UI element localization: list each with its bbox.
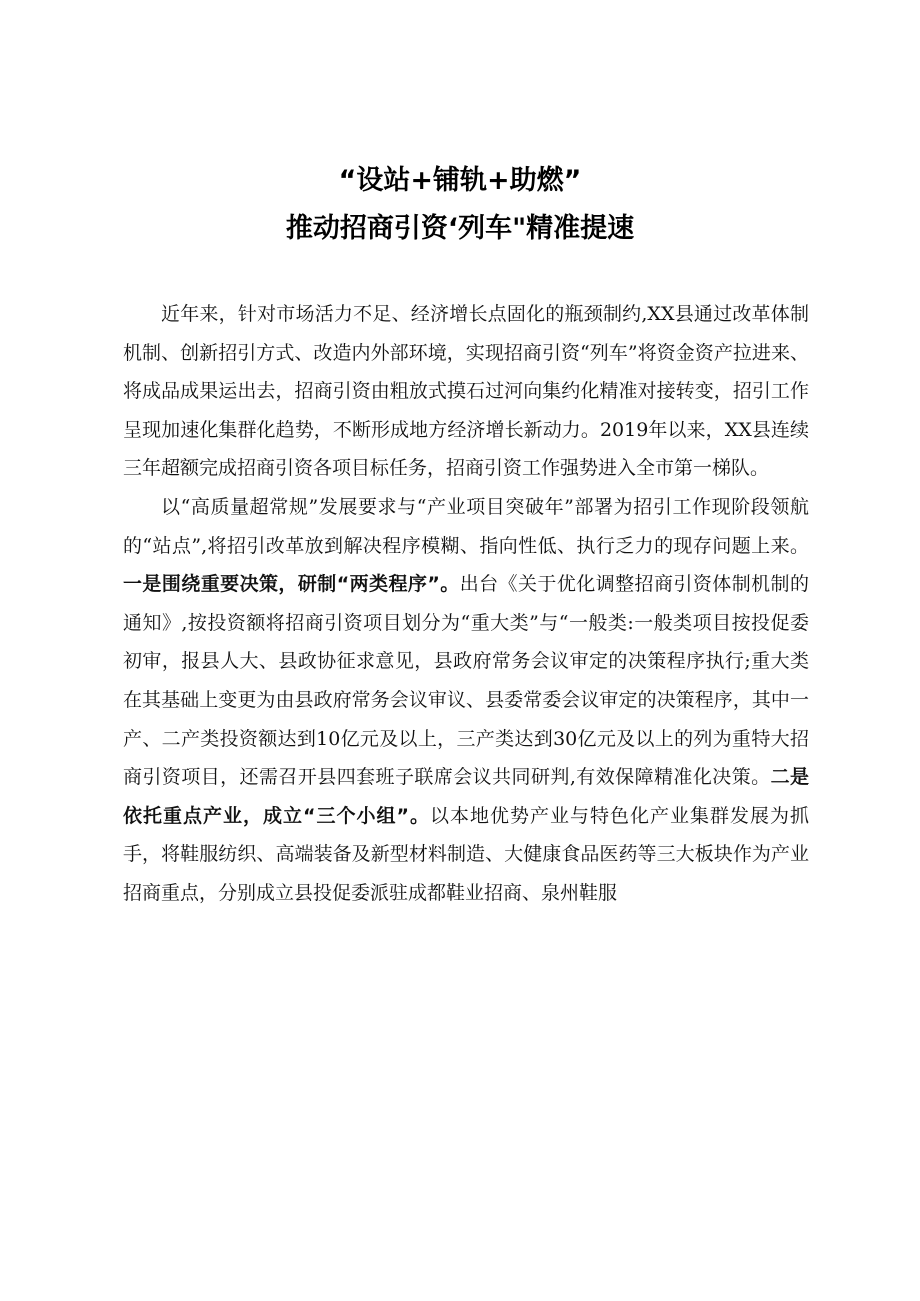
- paragraph-2-intro: 以“高质量超常规”发展要求与“产业项目突破年”部署为招引工作现阶段领航的“站点”,将招引改革放到解决程序模糊、指向性低、执行乏力的现存问题上来。: [123, 495, 809, 557]
- article-body: [123, 295, 809, 913]
- paragraph-1: 近年来，针对市场活力不足、经济增长点固化的瓶颈制约,XX县通过改革体制机制、创新招引方式、改造内外部环境，实现招商引资“列车”将资金资产拉进来、将成品成果运出去，招商引资由粗放式摸石过河向集约化精准对接转变，招引工作呈现加速化集群化趋势，不断形成地方经济增长新动力。2019年以来，XX县连续三年超额完成招商引资各项目标任务，招商引资工作强势进入全市第一梯队。: [123, 303, 809, 480]
- bold-heading-2: 二是依托重点产业，成立“三个小组”。: [123, 766, 809, 827]
- paragraph-2: [123, 488, 809, 913]
- paragraph-2-detail: 出台《关于优化调整招商引资体制机制的通知》,按投资额将招商引资项目划分为“重大类”与“一般类:一般类项目按投促委初审，报县人大、县政协征求意见，县政府常务会议审定的决策程序执行;重大类在其基础上变更为由县政府常务会议审议、县委常委会议审定的决策程序，其中一产、二产类投资额达到10亿元及以上，三产类达到30亿元及以上的列为重特大招商引资项目，还需召开县四套班子联席会议共同研判,有效保障精准化决策。: [123, 573, 809, 789]
- paragraph-2-continuation: 以本地优势产业与特色化产业集群发展为抓手，将鞋服纺织、高端装备及新型材料制造、大健康食品医药等三大板块作为产业招商重点，分别成立县投促委派驻成都鞋业招商、泉州鞋服: [123, 804, 809, 904]
- bold-heading-1: 一是围绕重要决策，研制“两类程序”。: [123, 573, 460, 596]
- title-line-1: “设站+铺轨+助燃”: [338, 165, 582, 196]
- title-line-2: 推动招商引资‘列车"精准提速: [285, 213, 635, 244]
